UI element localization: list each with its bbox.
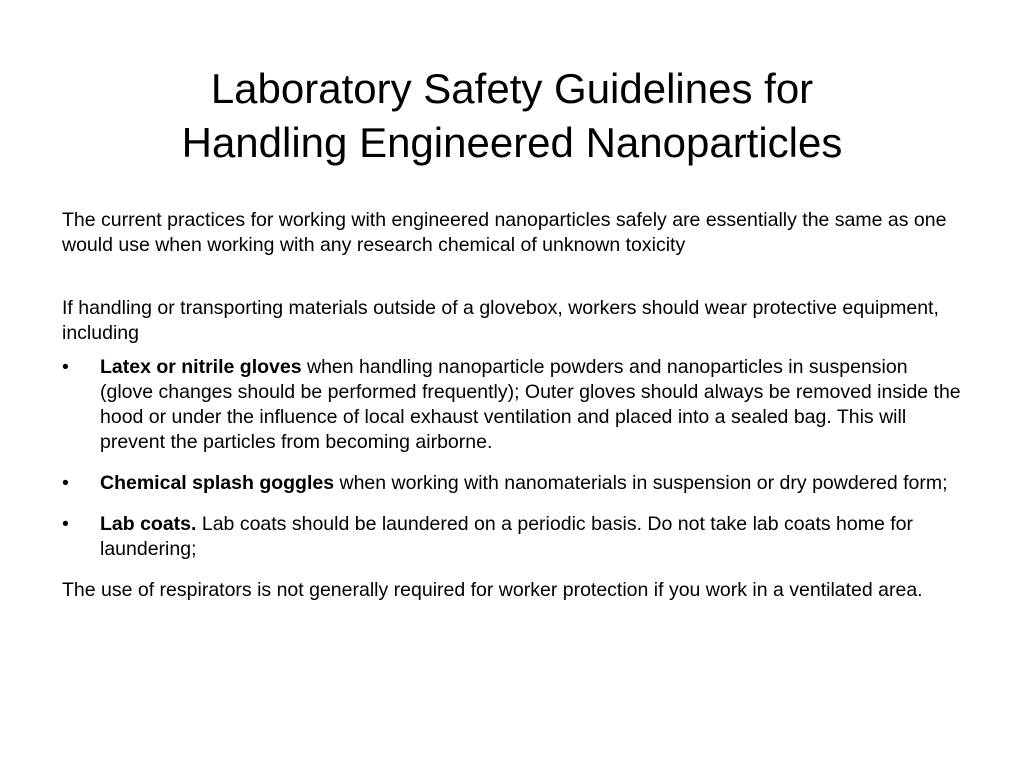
closing-paragraph: The use of respirators is not generally required for worker protection if you work in a ventilated area.	[62, 579, 923, 601]
lead-paragraph: If handling or transporting materials outside of a glovebox, workers should wear protective equipment, including	[62, 297, 939, 344]
bullet-bold-label: Lab coats.	[100, 513, 197, 535]
bullet-bold-label: Latex or nitrile gloves	[100, 356, 302, 378]
slide-title	[40, 62, 984, 170]
bullet-glyph: •	[62, 356, 69, 378]
bullet-bold-label: Chemical splash goggles	[100, 472, 335, 494]
intro-paragraph: The current practices for working with engineered nanoparticles safely are essentially the same as one would use when working with any research chemical of unknown toxicity	[62, 209, 947, 256]
bullet-glyph: •	[62, 472, 69, 494]
bullet-item-gloves	[62, 355, 962, 455]
bullet-text: when working with nanomaterials in suspension or dry powdered form;	[334, 472, 948, 494]
title-line-2: Handling Engineered Nanoparticles	[181, 119, 843, 167]
bullet-text: Lab coats should be laundered on a periodic basis. Do not take lab coats home for laundering;	[100, 513, 913, 560]
bullet-text: when handling nanoparticle powders and nanoparticles in suspension (glove changes should be performed frequently); Outer gloves should always be removed inside the hood or under the influence of local exhaust ventilation and placed into a sealed bag. This will prevent the particles from becoming airborne.	[100, 356, 961, 453]
slide-body	[62, 208, 962, 603]
bullet-item-lab-coats	[62, 512, 962, 562]
bullet-glyph: •	[62, 513, 69, 535]
title-line-1: Laboratory Safety Guidelines for	[210, 65, 814, 113]
bullet-item-goggles	[62, 471, 962, 496]
